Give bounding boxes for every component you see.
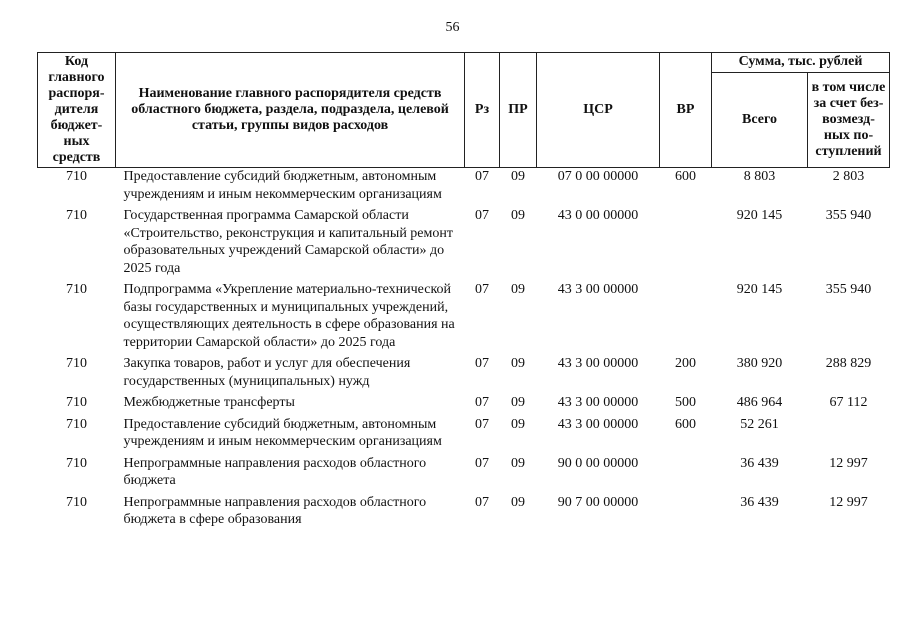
header-name: Наименование главного распорядителя средств областного бюджета, раздела, подраздела, целевой статьи, группы видов расходов bbox=[116, 53, 465, 168]
rz-cell: 07 bbox=[475, 395, 489, 410]
code-cell: 710 bbox=[66, 455, 87, 471]
header-csr: ЦСР bbox=[537, 53, 660, 168]
header-vr: ВР bbox=[660, 53, 712, 168]
vr-cell: 600 bbox=[675, 416, 696, 432]
pr-cell: 09 bbox=[511, 455, 525, 471]
rz-cell: 07 bbox=[475, 455, 489, 471]
total-cell: 380 920 bbox=[736, 356, 783, 371]
page-number: 56 bbox=[445, 20, 460, 35]
rz-cell: 07 bbox=[475, 208, 489, 223]
table-row bbox=[38, 207, 890, 281]
vr-cell: 200 bbox=[675, 356, 696, 371]
free-cell: 67 112 bbox=[829, 395, 868, 410]
table-row bbox=[38, 281, 890, 355]
csr-cell: 90 7 00 00000 bbox=[557, 494, 639, 510]
header-code: Код главного распоря-дителя бюджет-ных средств bbox=[38, 53, 116, 168]
code-cell: 710 bbox=[66, 169, 87, 184]
csr-cell: 90 0 00 00000 bbox=[557, 455, 639, 471]
pr-cell: 09 bbox=[511, 208, 525, 223]
pr-cell: 09 bbox=[511, 282, 525, 297]
vr-cell bbox=[660, 494, 712, 533]
vr-cell bbox=[660, 207, 712, 281]
free-cell: 355 940 bbox=[825, 282, 872, 297]
vr-cell bbox=[660, 455, 712, 494]
header-sum: Сумма, тыс. рублей bbox=[712, 53, 890, 73]
code-cell: 710 bbox=[66, 282, 87, 297]
vr-cell: 600 bbox=[675, 169, 696, 184]
header-total: Всего bbox=[712, 72, 808, 168]
total-cell: 36 439 bbox=[740, 494, 779, 510]
name-cell: Государственная программа Самарской области «Строительство, реконструкция и капитальный ремонт образовательных учреждений Самарской области» до 2025 года bbox=[123, 208, 453, 276]
pr-cell: 09 bbox=[511, 356, 525, 371]
header-pr: ПР bbox=[500, 53, 537, 168]
total-cell: 52 261 bbox=[740, 416, 779, 432]
rz-cell: 07 bbox=[475, 169, 489, 184]
rz-cell: 07 bbox=[475, 494, 489, 510]
free-cell: 12 997 bbox=[829, 455, 868, 471]
table-row bbox=[38, 394, 890, 416]
code-cell: 710 bbox=[66, 356, 87, 371]
pr-cell: 09 bbox=[511, 494, 525, 510]
name-cell: Предоставление субсидий бюджетным, автономным учреждениям и иным некоммерческим организациям bbox=[123, 169, 442, 202]
csr-cell: 07 0 00 00000 bbox=[557, 169, 639, 184]
name-cell: Подпрограмма «Укрепление материально-технической базы государственных и муниципальных учреждений, осуществляющих деятельность в сфере образования на территории Самарской области» до 2025 года bbox=[123, 282, 455, 350]
total-cell: 920 145 bbox=[736, 282, 783, 297]
free-cell: 288 829 bbox=[825, 356, 872, 371]
vr-cell bbox=[660, 281, 712, 355]
code-cell: 710 bbox=[66, 416, 87, 432]
total-cell: 8 803 bbox=[743, 169, 776, 184]
free-cell: 355 940 bbox=[825, 208, 872, 223]
table-row bbox=[38, 355, 890, 394]
code-cell: 710 bbox=[66, 208, 87, 223]
pr-cell: 09 bbox=[511, 395, 525, 410]
table-row bbox=[38, 455, 890, 494]
total-cell: 36 439 bbox=[740, 455, 779, 471]
rz-cell: 07 bbox=[475, 416, 489, 432]
table-row bbox=[38, 416, 890, 455]
budget-table bbox=[37, 52, 890, 533]
free-cell: 12 997 bbox=[829, 494, 868, 510]
csr-cell: 43 3 00 00000 bbox=[557, 416, 639, 432]
total-cell: 486 964 bbox=[736, 395, 783, 410]
free-cell bbox=[808, 416, 890, 455]
csr-cell: 43 0 00 00000 bbox=[557, 208, 639, 223]
name-cell: Непрограммные направления расходов областного бюджета bbox=[123, 455, 427, 488]
free-cell: 2 803 bbox=[832, 169, 865, 184]
name-cell: Закупка товаров, работ и услуг для обеспечения государственных (муниципальных) нужд bbox=[123, 356, 411, 389]
vr-cell: 500 bbox=[675, 395, 696, 410]
csr-cell: 43 3 00 00000 bbox=[557, 356, 639, 371]
name-cell: Межбюджетные трансферты bbox=[123, 395, 295, 410]
name-cell: Непрограммные направления расходов областного бюджета в сфере образования bbox=[123, 494, 427, 527]
pr-cell: 09 bbox=[511, 169, 525, 184]
total-cell: 920 145 bbox=[736, 208, 783, 223]
csr-cell: 43 3 00 00000 bbox=[557, 395, 639, 410]
code-cell: 710 bbox=[66, 494, 87, 510]
table-row bbox=[38, 494, 890, 533]
table-row bbox=[38, 168, 890, 208]
csr-cell: 43 3 00 00000 bbox=[557, 282, 639, 297]
rz-cell: 07 bbox=[475, 282, 489, 297]
header-free: в том числе за счет без-возмезд-ных по-ступлений bbox=[808, 72, 890, 168]
rz-cell: 07 bbox=[475, 356, 489, 371]
code-cell: 710 bbox=[66, 395, 87, 410]
name-cell: Предоставление субсидий бюджетным, автономным учреждениям и иным некоммерческим организациям bbox=[123, 416, 442, 449]
pr-cell: 09 bbox=[511, 416, 525, 432]
header-rz: Рз bbox=[465, 53, 500, 168]
